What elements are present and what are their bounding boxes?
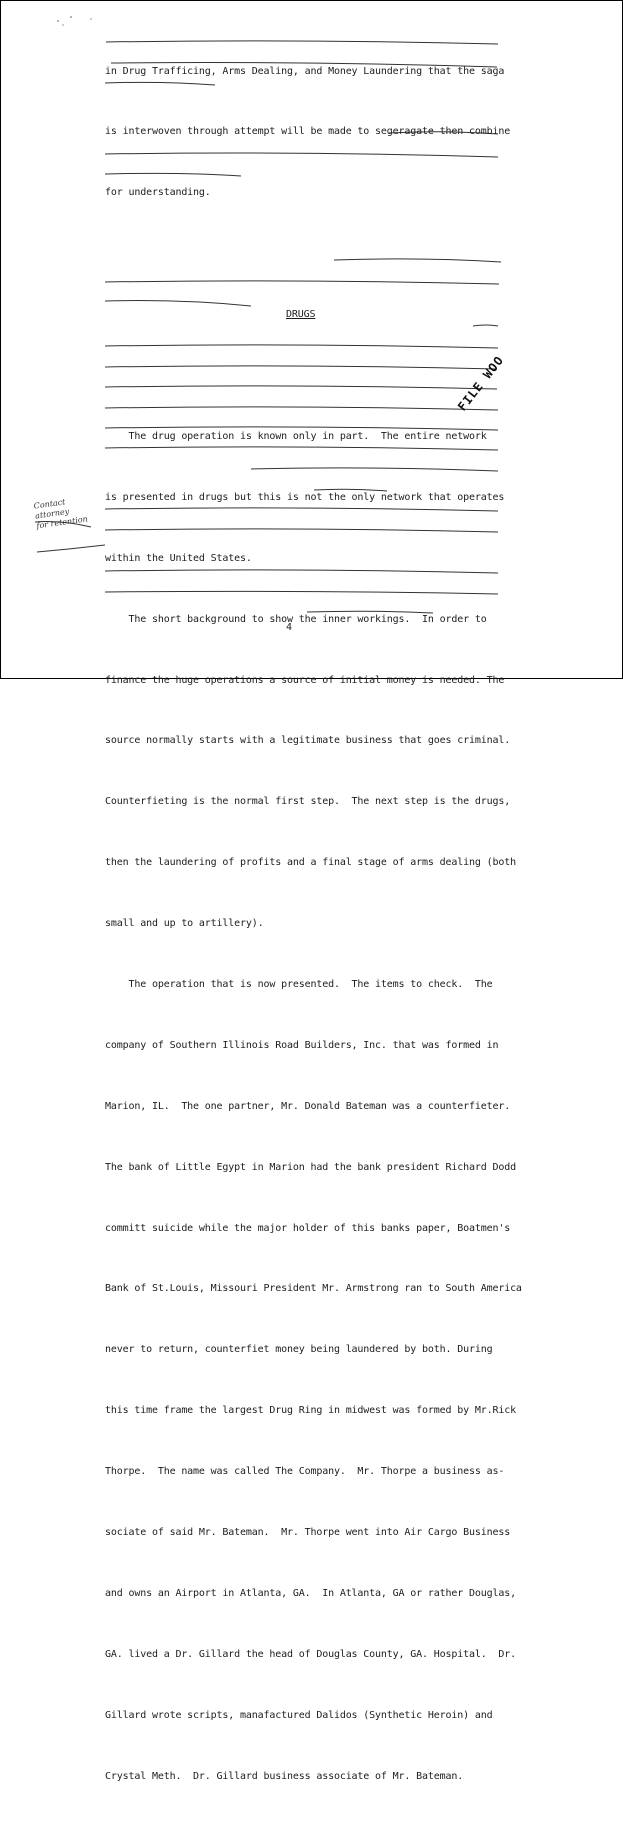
text-line: for understanding. bbox=[105, 187, 211, 199]
text-line: is interwoven through attempt will be made to segeragate then combine bbox=[105, 126, 511, 138]
text-line bbox=[105, 244, 497, 264]
text-line: Bank of St.Louis, Missouri President Mr. Armstrong ran to South America bbox=[105, 1283, 522, 1295]
text-line: The operation that is now presented. The items to check. The bbox=[105, 978, 493, 990]
text-line: committ suicide while the major holder of this banks paper, Boatmen's bbox=[105, 1222, 511, 1234]
text-line: The short background to show the inner workings. In order to bbox=[105, 613, 487, 625]
text-line: The drug operation is known only in part. The entire network bbox=[105, 430, 487, 442]
section-heading: DRUGS bbox=[286, 309, 316, 321]
text-line: is presented in drugs but this is not the only network that operates bbox=[105, 491, 505, 503]
text-line: and owns an Airport in Atlanta, GA. In Atlanta, GA or rather Douglas, bbox=[105, 1587, 516, 1599]
body-text bbox=[105, 21, 522, 1827]
text-line: within the United States. bbox=[105, 552, 252, 564]
text-line: this time frame the largest Drug Ring in midwest was formed by Mr.Rick bbox=[105, 1405, 516, 1417]
text-line: never to return, counterfiet money being laundered by both. During bbox=[105, 1344, 493, 1356]
page-number: 4 bbox=[286, 622, 293, 633]
text-line: Counterfieting is the normal first step. The next step is the drugs, bbox=[105, 796, 511, 808]
text-line: Thorpe. The name was called The Company. Mr. Thorpe a business as- bbox=[105, 1466, 505, 1478]
text-line bbox=[105, 366, 497, 386]
text-line: Marion, IL. The one partner, Mr. Donald Bateman was a counterfieter. bbox=[105, 1100, 511, 1112]
text-line: company of Southern Illinois Road Builders, Inc. that was formed in bbox=[105, 1039, 499, 1051]
text-line: sociate of said Mr. Bateman. Mr. Thorpe went into Air Cargo Business bbox=[105, 1526, 511, 1538]
text-line: GA. lived a Dr. Gillard the head of Douglas County, GA. Hospital. Dr. bbox=[105, 1648, 516, 1660]
file-stamp: FILE WOO bbox=[455, 353, 507, 414]
text-line: finance the huge operations a source of initial money is needed. The bbox=[105, 674, 505, 686]
text-line: Gillard wrote scripts, manafactured Dalidos (Synthetic Heroin) and bbox=[105, 1709, 493, 1721]
text-line: Crystal Meth. Dr. Gillard business associate of Mr. Bateman. bbox=[105, 1770, 464, 1782]
handwritten-margin-note: Contact attorney for retention bbox=[33, 497, 89, 531]
text-line: The bank of Little Egypt in Marion had the bank president Richard Dodd bbox=[105, 1161, 516, 1173]
text-line: source normally starts with a legitimate business that goes criminal. bbox=[105, 735, 511, 747]
text-line: in Drug Trafficing, Arms Dealing, and Money Laundering that the saga bbox=[105, 65, 505, 77]
text-line: then the laundering of profits and a final stage of arms dealing (both bbox=[105, 857, 516, 869]
text-line: small and up to artillery). bbox=[105, 918, 264, 930]
